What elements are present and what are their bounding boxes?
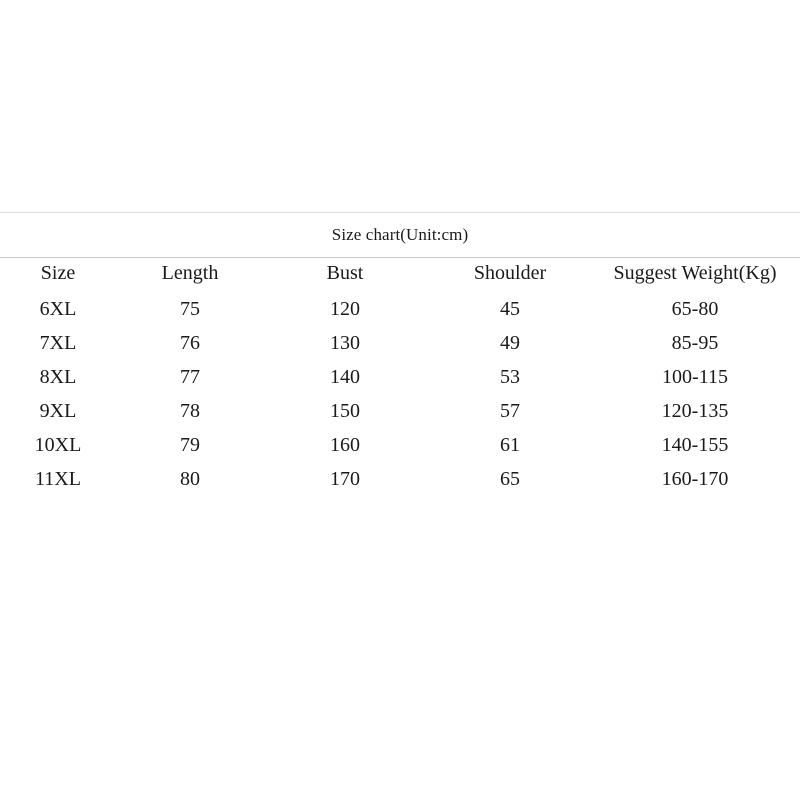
column-header-shoulder: Shoulder [473, 262, 547, 284]
cell-suggest-weight: 140-155 [661, 434, 729, 456]
cell-shoulder: 61 [500, 434, 520, 456]
column-header-length: Length [161, 262, 219, 284]
table-row [0, 364, 800, 398]
cell-bust: 150 [330, 400, 360, 422]
cell-length: 77 [180, 366, 200, 388]
cell-bust: 170 [330, 468, 360, 490]
cell-size: 10XL [34, 434, 82, 456]
table-row [0, 296, 800, 330]
column-header-suggest-weight: Suggest Weight(Kg) [613, 262, 777, 284]
cell-bust: 130 [330, 332, 360, 354]
cell-shoulder: 49 [500, 332, 520, 354]
cell-length: 79 [180, 434, 200, 456]
header-row [0, 258, 800, 296]
cell-length: 76 [180, 332, 200, 354]
table-row [0, 432, 800, 466]
cell-size: 11XL [35, 468, 81, 490]
size-chart-title: Size chart(Unit:cm) [331, 225, 469, 244]
size-chart-grid [0, 258, 800, 500]
cell-suggest-weight: 65-80 [671, 298, 719, 320]
cell-size: 8XL [39, 366, 77, 388]
size-chart-table [0, 212, 800, 500]
cell-length: 78 [180, 400, 200, 422]
cell-suggest-weight: 160-170 [661, 468, 729, 490]
cell-size: 9XL [39, 400, 77, 422]
table-row [0, 466, 800, 500]
cell-length: 75 [180, 298, 200, 320]
cell-shoulder: 53 [500, 366, 520, 388]
cell-bust: 120 [330, 298, 360, 320]
cell-suggest-weight: 85-95 [671, 332, 719, 354]
cell-bust: 140 [330, 366, 360, 388]
cell-shoulder: 65 [500, 468, 520, 490]
size-chart-title-row [0, 212, 800, 258]
cell-size: 7XL [39, 332, 77, 354]
table-row [0, 330, 800, 364]
cell-suggest-weight: 120-135 [661, 400, 729, 422]
cell-suggest-weight: 100-115 [662, 366, 728, 388]
column-header-size: Size [40, 262, 76, 284]
cell-shoulder: 57 [500, 400, 520, 422]
cell-size: 6XL [39, 298, 77, 320]
cell-bust: 160 [330, 434, 360, 456]
cell-length: 80 [180, 468, 200, 490]
table-row [0, 398, 800, 432]
cell-shoulder: 45 [500, 298, 520, 320]
column-header-bust: Bust [326, 262, 364, 284]
